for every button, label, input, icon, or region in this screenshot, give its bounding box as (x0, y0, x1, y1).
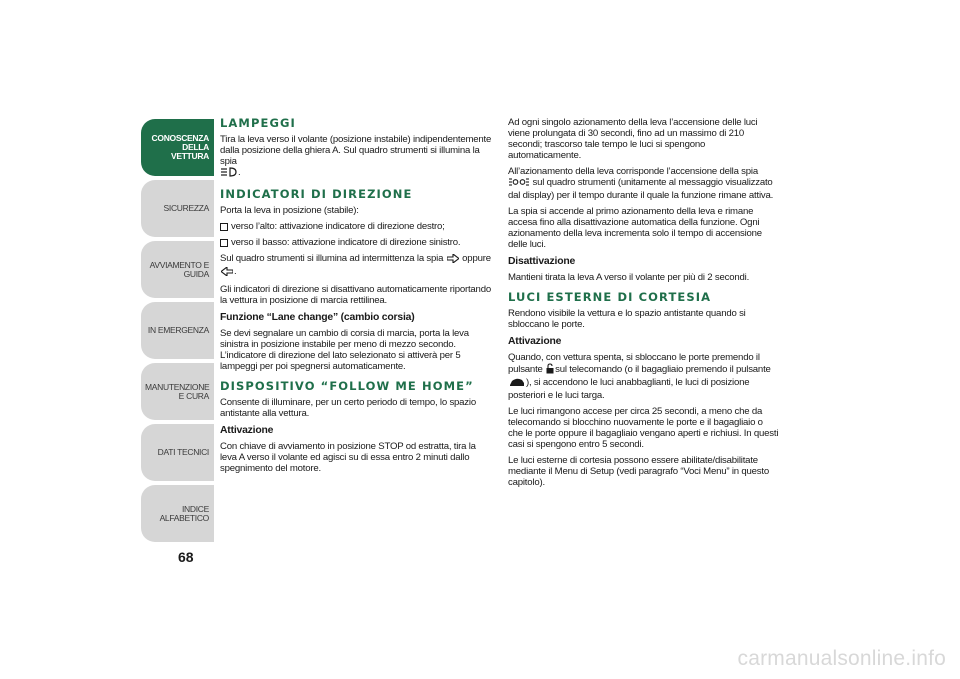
bullet-box-icon (220, 223, 228, 231)
page-number: 68 (178, 549, 194, 565)
lampeggi-text: Tira la leva verso il volante (posizione instabile) indipendentemente dalla posizione della ghiera A. Sul quadro strumenti si illumina la spia (220, 134, 492, 167)
lampeggi-paragraph (220, 134, 492, 180)
rimangono-paragraph: Le luci rimangono accese per circa 25 secondi, a meno che da telecomando si blocchino nuovamente le porte e il bagagliaio o che le porte oppure il bagagliaio vengano aperti e richiusi. In questi casi si spengono entro 5 secondi. (508, 406, 779, 450)
unlock-icon (546, 363, 554, 377)
attivazione-text-b: sul telecomando (o il bagagliaio premendo il pulsante (555, 364, 771, 375)
attivazione-text-a: Quando, con vettura spenta, si sbloccano le porte premendo il pulsante (508, 352, 760, 375)
attivazione-title: Attivazione (220, 425, 274, 436)
tab-label: CONOSCENZA DELLA VETTURA (151, 133, 209, 161)
list-item (220, 237, 492, 248)
lane-change-title: Funzione “Lane change” (cambio corsia) (220, 312, 415, 323)
spia-follow-text-2: sul quadro strumenti (unitamente al messaggio visualizzato dal display) per il tempo durante il quale la funzione rimane attiva. (508, 177, 774, 201)
tab-indice-alfabetico[interactable] (141, 485, 214, 542)
spia-accende-paragraph: La spia si accende al primo azionamento della leva e rimane accesa fino alla disattivazione automatica della funzione. Ogni azionamento della leva incrementa solo il tempo di accensione delle luci. (508, 206, 762, 250)
attivazione-title-right: Attivazione (508, 336, 562, 347)
chapter-sidebar (141, 119, 214, 546)
disattivazione-paragraph: Mantieni tirata la leva A verso il volante per più di 2 secondi. (508, 272, 750, 283)
tab-in-emergenza[interactable] (141, 302, 214, 359)
lampeggi-text-end: . (238, 167, 241, 178)
tab-label: IN EMERGENZA (147, 325, 209, 335)
attivazione-text-c: ), si accendono le luci anabbaglianti, le luci di posizione posteriori e le luci targa. (508, 377, 750, 401)
tab-sicurezza[interactable] (141, 180, 214, 237)
section-title-luci-cortesia: LUCI ESTERNE DI CORTESIA (508, 290, 712, 304)
attivazione-right-paragraph (508, 352, 780, 401)
bullet-box-icon (220, 239, 228, 247)
indicatori-intro: Porta la leva in posizione (stabile): (220, 205, 359, 216)
tab-label: MANUTENZIONE E CURA (145, 381, 210, 401)
section-title-follow-me-home: DISPOSITIVO “FOLLOW ME HOME” (220, 379, 474, 393)
spia-follow-text: All’azionamento della leva corrisponde l’accensione della spia (508, 166, 758, 177)
bullet-text: verso il basso: attivazione indicatore di direzione sinistro. (231, 237, 461, 248)
tab-label: INDICE ALFABETICO (159, 503, 209, 523)
watermark: carmanualsonline.info (737, 647, 946, 670)
turn-left-arrow-icon (221, 267, 233, 279)
tab-dati-tecnici[interactable] (141, 424, 214, 481)
spia-follow-paragraph (508, 166, 780, 201)
setup-paragraph: Le luci esterne di cortesia possono essere abilitate/disabilitate mediante il Menu di Setup (vedi paragrafo “Voci Menu” in questo capitolo). (508, 455, 769, 488)
prolungata-paragraph: Ad ogni singolo azionamento della leva l’accensione delle luci viene prolungata di 30 secondi, fino ad un massimo di 210 secondi; trascorso tale tempo le luci si spengono automaticamente. (508, 117, 758, 161)
follow-paragraph: Consente di illuminare, per un certo periodo di tempo, lo spazio antistante alla vettura. (220, 397, 476, 419)
disattivazione-title: Disattivazione (508, 256, 576, 267)
spia-paragraph (220, 253, 492, 279)
disattivano-paragraph: Gli indicatori di direzione si disattivano automaticamente riportando la vettura in posizione di marcia rettilinea. (220, 284, 491, 306)
attivazione-paragraph: Con chiave di avviamento in posizione STOP od estratta, tira la leva A verso il volante ed agisci su di essa entro 2 minuti dallo spegnimento del motore. (220, 441, 476, 474)
tab-manutenzione-e-cura[interactable] (141, 363, 214, 420)
trunk-icon (509, 377, 525, 390)
spia-text: Sul quadro strumenti si illumina ad intermittenza la spia (220, 253, 444, 264)
turn-right-arrow-icon (447, 254, 459, 266)
right-column (508, 117, 780, 493)
spia-end: . (234, 266, 237, 277)
left-column (220, 117, 492, 479)
tab-avviamento-e-guida[interactable] (141, 241, 214, 298)
cortesia-paragraph: Rendono visibile la vettura e lo spazio antistante quando si sbloccano le porte. (508, 308, 746, 330)
tab-conoscenza-della-vettura[interactable] (141, 119, 214, 176)
bullet-text: verso l’alto: attivazione indicatore di direzione destro; (231, 221, 445, 232)
section-title-indicatori: INDICATORI DI DIREZIONE (220, 187, 413, 201)
lane-change-paragraph: Se devi segnalare un cambio di corsia di marcia, porta la leva sinistra in posizione instabile per meno di mezzo secondo. L’indicatore di direzione del lato selezionato si attiverà per 5 lampeggi per poi spegnersi automaticamente. (220, 328, 469, 372)
follow-me-home-icon (509, 177, 529, 190)
tab-label: DATI TECNICI (157, 447, 209, 457)
spia-oppure: oppure (462, 253, 491, 264)
list-item (220, 221, 492, 232)
high-beam-icon (221, 167, 237, 180)
tab-label: AVVIAMENTO E GUIDA (149, 259, 209, 279)
section-title-lampeggi: LAMPEGGI (220, 116, 296, 130)
tab-label: SICUREZZA (163, 203, 209, 213)
